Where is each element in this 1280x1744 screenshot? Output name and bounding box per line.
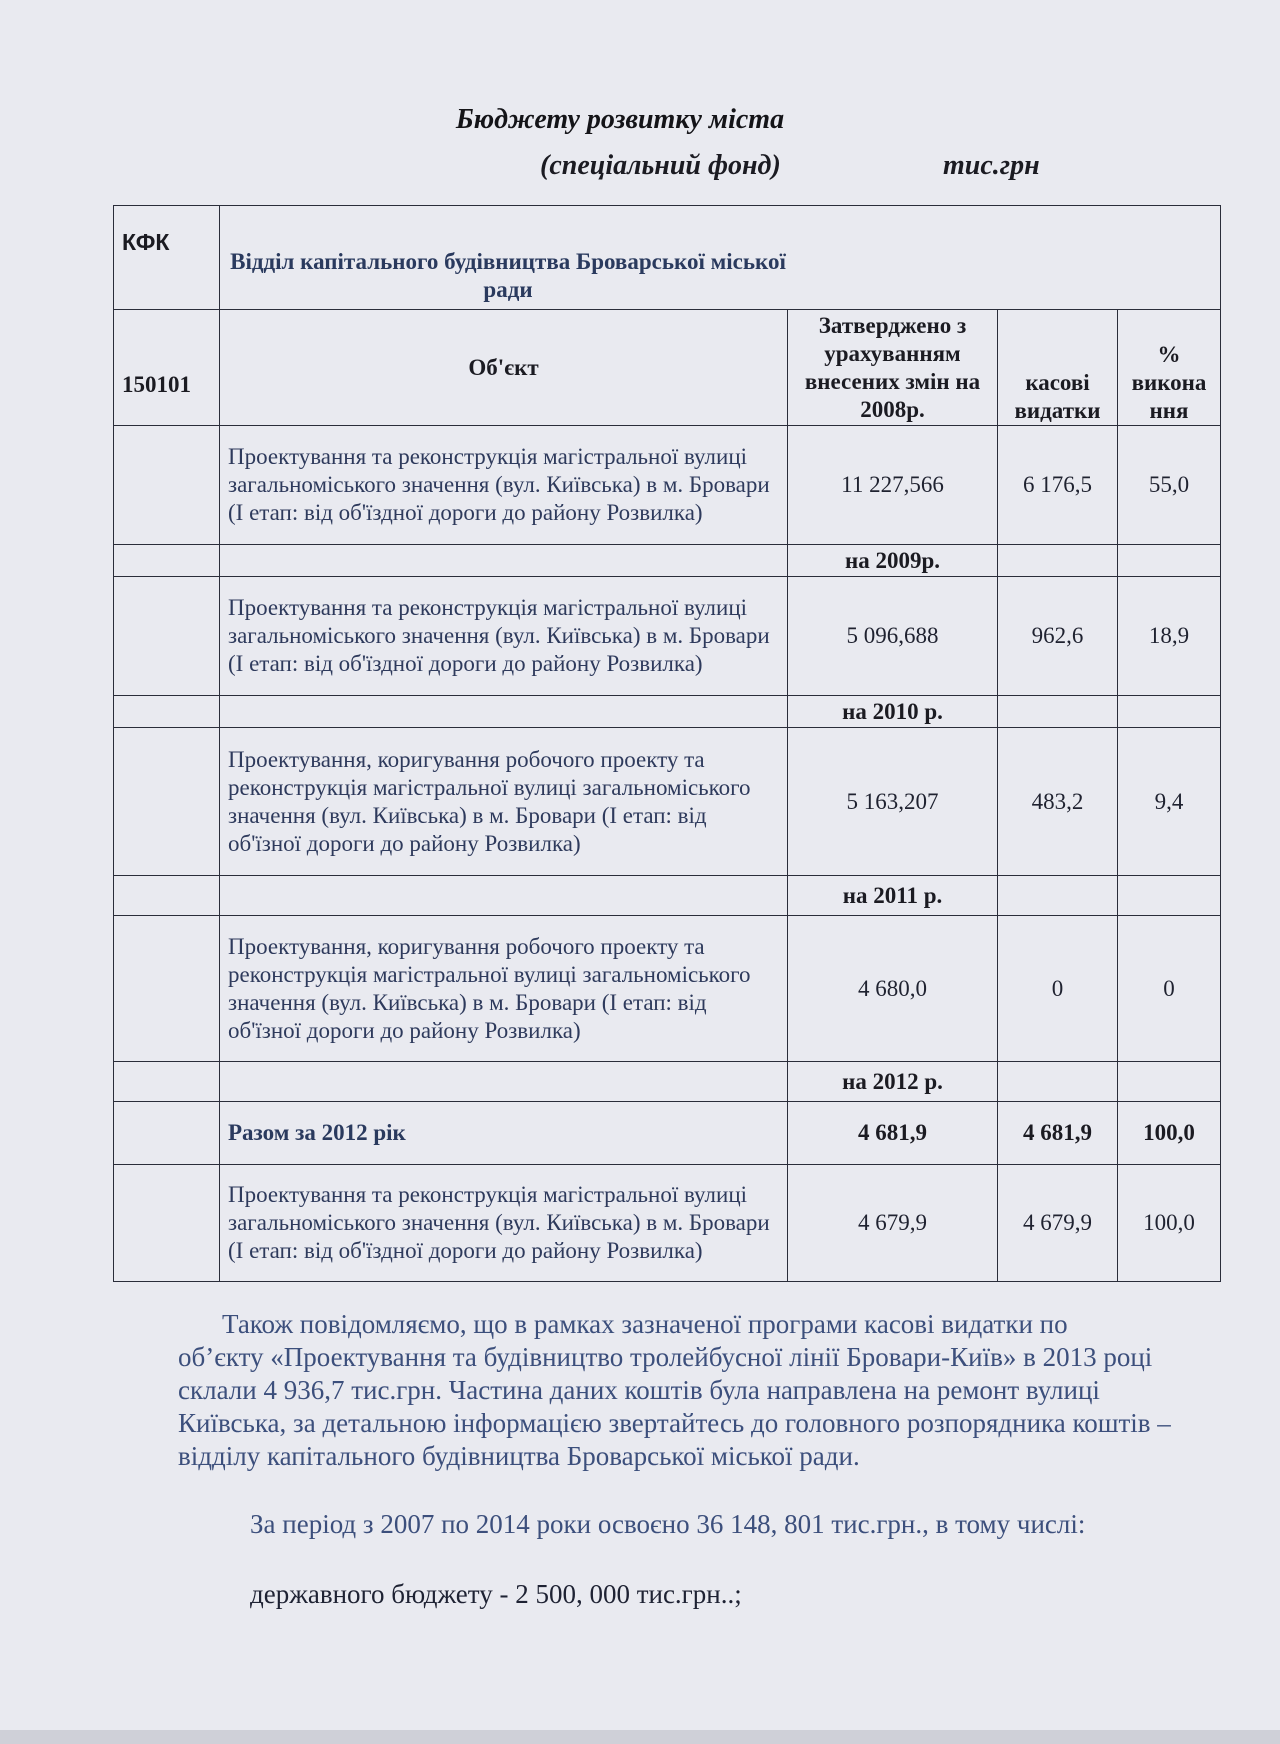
page-bottom-edge: [0, 1730, 1280, 1744]
fund-label: (спеціальний фонд): [540, 150, 781, 181]
approved-cell: 4 679,9: [788, 1165, 998, 1282]
paragraph-expenses-first: Також повідомляємо, що в рамках зазначеної програми касові видатки по: [222, 1309, 1068, 1339]
total-row: [114, 1102, 1221, 1165]
total-approved: 4 681,9: [788, 1102, 998, 1165]
table-header-row: [114, 310, 1221, 426]
col-percent-header: % викона ння: [1118, 310, 1221, 426]
year-label: на 2011 р.: [788, 876, 998, 916]
table-row: [114, 206, 1221, 310]
year-row: [114, 696, 1221, 728]
cash-cell: 962,6: [998, 577, 1118, 696]
percent-cell: 55,0: [1118, 426, 1221, 545]
year-label: на 2009р.: [788, 545, 998, 577]
cash-cell: 6 176,5: [998, 426, 1118, 545]
year-label: на 2010 р.: [788, 696, 998, 728]
approved-cell: 5 096,688: [788, 577, 998, 696]
paragraph-expenses-rest: об’єкту «Проектування та будівництво тролейбусної лінії Бровари-Київ» в 2013 році склали 4 936,7 тис.грн. Частина даних коштів була направлена на ремонт вулиці Київська, за детальною інформацією звертайтесь до головного розпорядника коштів – відділу капітального будівництва Броварської міської ради.: [178, 1342, 1171, 1471]
paragraph-expenses: [178, 1308, 1178, 1473]
cash-cell: 0: [998, 916, 1118, 1062]
total-cash: 4 681,9: [998, 1102, 1118, 1165]
percent-cell: 0: [1118, 916, 1221, 1062]
kfk-header: КФК: [114, 206, 220, 310]
kfk-code: 150101: [114, 310, 220, 426]
department-name: Відділ капітального будівництва Броварської міської ради: [220, 206, 1221, 310]
table-row: [114, 577, 1221, 696]
year-row: [114, 876, 1221, 916]
cash-cell: 483,2: [998, 728, 1118, 876]
percent-cell: 100,0: [1118, 1165, 1221, 1282]
col-object-header: Об'єкт: [220, 310, 788, 426]
table-row: [114, 728, 1221, 876]
year-row: [114, 545, 1221, 577]
object-cell: Проектування та реконструкція магістральної вулиці загальноміського значення (вул. Київська) в м. Бровари (I етап: від об'їздної дороги до району Розвилка): [220, 577, 788, 696]
cash-cell: 4 679,9: [998, 1165, 1118, 1282]
object-cell: Проектування, коригування робочого проекту та реконструкція магістральної вулиці загальноміського значення (вул. Київська) в м. Бровари (I етап: від об'їзної дороги до району Розвилка): [220, 728, 788, 876]
year-row: [114, 1062, 1221, 1102]
table-row: [114, 426, 1221, 545]
total-percent: 100,0: [1118, 1102, 1221, 1165]
percent-cell: 18,9: [1118, 577, 1221, 696]
object-cell: Проектування та реконструкція магістральної вулиці загальноміського значення (вул. Київська) в м. Бровари (I етап: від об'їздної дороги до району Розвилка): [220, 426, 788, 545]
table-row: [114, 1165, 1221, 1282]
budget-table: [113, 205, 1221, 1282]
percent-cell: 9,4: [1118, 728, 1221, 876]
paragraph-state-budget: державного бюджету - 2 500, 000 тис.грн..;: [250, 1579, 742, 1609]
unit-label: тис.грн: [943, 150, 1040, 181]
col-approved-header: Затверджено з урахуванням внесених змін на 2008р.: [788, 310, 998, 426]
table-row: [114, 916, 1221, 1062]
year-label: на 2012 р.: [788, 1062, 998, 1102]
paragraph-period-text: За період з 2007 по 2014 роки освоєно 36 148, 801 тис.грн., в тому числі:: [250, 1509, 1086, 1539]
title-line1: Бюджету розвитку міста: [455, 104, 785, 135]
approved-cell: 5 163,207: [788, 728, 998, 876]
total-label: Разом за 2012 рік: [220, 1102, 788, 1165]
object-cell: Проектування та реконструкція магістральної вулиці загальноміського значення (вул. Київська) в м. Бровари (I етап: від об'їздної дороги до району Розвилка): [220, 1165, 788, 1282]
approved-cell: 4 680,0: [788, 916, 998, 1062]
paragraph-period: [178, 1508, 1178, 1541]
object-cell: Проектування, коригування робочого проекту та реконструкція магістральної вулиці загальноміського значення (вул. Київська) в м. Бровари (I етап: від об'їзної дороги до району Розвилка): [220, 916, 788, 1062]
approved-cell: 11 227,566: [788, 426, 998, 545]
col-cash-header: касові видатки: [998, 310, 1118, 426]
